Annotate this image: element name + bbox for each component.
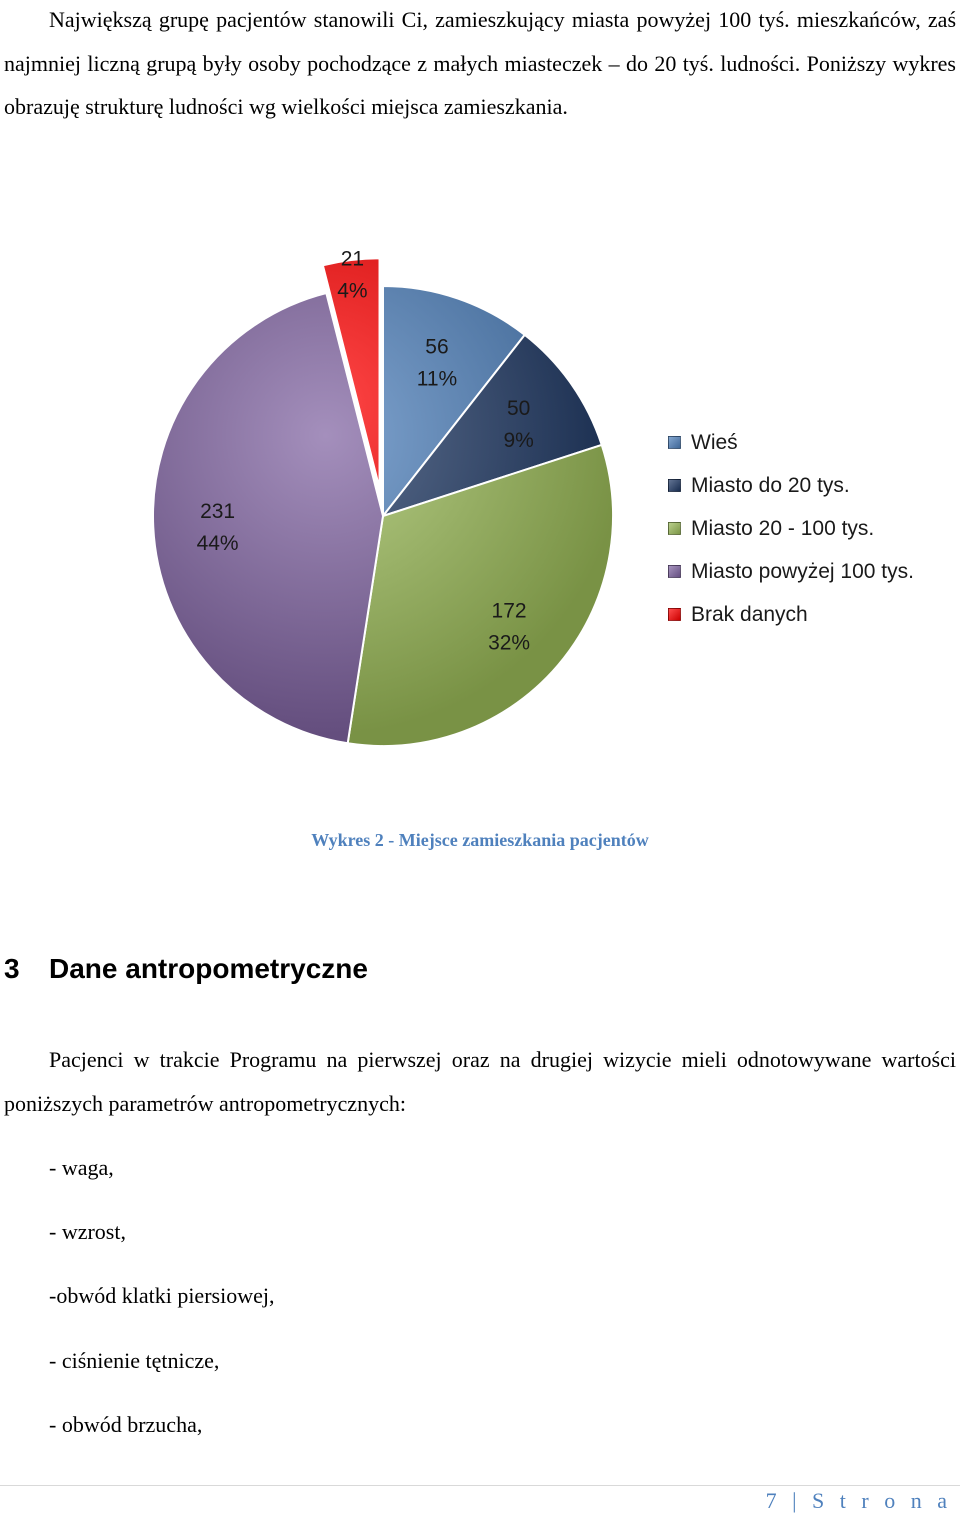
list-item: - waga,	[49, 1155, 114, 1180]
slice-value-label: 56	[425, 335, 449, 359]
legend-item-brak-danych	[668, 593, 914, 636]
intro-paragraph	[4, 0, 956, 129]
chart-legend	[668, 421, 914, 636]
slice-value-label: 21	[340, 247, 365, 271]
legend-swatch	[668, 436, 681, 449]
legend-item-miasto-do-20-tys	[668, 464, 914, 507]
list-item: -obwód klatki piersiowej,	[49, 1283, 275, 1308]
legend-label: Miasto do 20 tys.	[691, 474, 850, 497]
page-footer	[766, 1488, 952, 1514]
legend-label: Brak danych	[691, 603, 808, 626]
intro-text: Największą grupę pacjentów stanowili Ci, zamieszkujący miasta powyżej 100 tyś. mieszkańców, zaś najmniej liczną grupą były osoby pochodzące z małych miasteczek – do 20 tyś. ludności. Poniższy wykres obrazuję strukturę ludności wg wielkości miejsca zamieszkania.	[4, 7, 956, 119]
legend-swatch	[668, 608, 681, 621]
footer-divider	[0, 1485, 960, 1486]
legend-label: Miasto powyżej 100 tys.	[691, 560, 914, 583]
legend-swatch	[668, 479, 681, 492]
section-number: 3	[4, 953, 20, 984]
slice-percent-label: 11%	[416, 367, 458, 391]
legend-label: Miasto 20 - 100 tys.	[691, 517, 875, 540]
footer-separator: |	[792, 1488, 802, 1513]
legend-item-miasto-powyzej-100-tys	[668, 550, 914, 593]
list-item: - obwód brzucha,	[49, 1412, 203, 1437]
list-item: - wzrost,	[49, 1219, 126, 1244]
section-heading	[4, 953, 368, 985]
slice-value-label: 231	[200, 499, 236, 523]
slice-value-label: 172	[491, 599, 527, 623]
legend-swatch	[668, 522, 681, 535]
footer-label: S t r o n a	[812, 1488, 952, 1513]
pie-chart	[0, 200, 960, 780]
section-title: Dane antropometryczne	[49, 953, 368, 984]
body-paragraph	[4, 1038, 956, 1126]
slice-percent-label: 32%	[488, 631, 531, 655]
body-paragraph-text: Pacjenci w trakcie Programu na pierwszej oraz na drugiej wizycie mieli odnotowywane wartości poniższych parametrów antropometrycznych:	[4, 1047, 956, 1116]
legend-swatch	[668, 565, 681, 578]
list-item: - ciśnienie tętnicze,	[49, 1348, 220, 1373]
chart-caption: Wykres 2 - Miejsce zamieszkania pacjentów	[311, 830, 649, 850]
slice-value-label: 50	[507, 397, 531, 421]
legend-item-wies	[668, 421, 914, 464]
page-number: 7	[765, 1488, 782, 1513]
slice-percent-label: 4%	[337, 279, 368, 303]
legend-item-miasto-20-100-tys	[668, 507, 914, 550]
slice-percent-label: 44%	[196, 531, 239, 555]
slice-percent-label: 9%	[503, 429, 534, 453]
legend-label: Wieś	[691, 431, 738, 454]
